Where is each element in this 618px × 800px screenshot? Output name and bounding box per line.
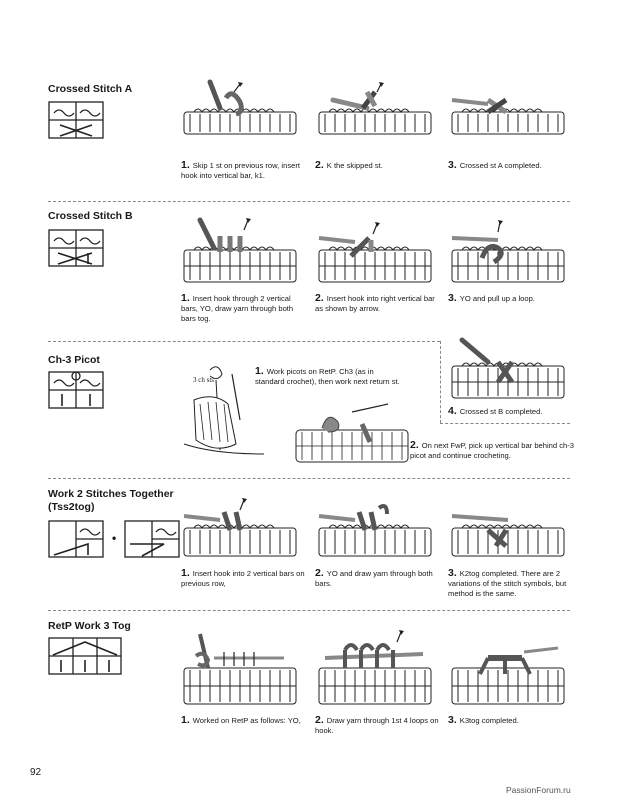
panel-divider-bottom bbox=[440, 423, 570, 424]
picot-step2-illustration bbox=[292, 402, 412, 466]
tss2tog-step2-caption: 2. YO and draw yarn through both bars. bbox=[315, 567, 433, 588]
retp-work-3-tog-symbol bbox=[48, 637, 122, 675]
retp-3tog-step1-illustration bbox=[180, 628, 300, 708]
crossed-b-step3-caption: 3. YO and pull up a loop. bbox=[448, 292, 535, 304]
section-title-crossed-stitch-a: Crossed Stitch A bbox=[48, 83, 133, 95]
crossed-b-step4-caption: 4. Crossed st B completed. bbox=[448, 405, 543, 417]
page-number: 92 bbox=[30, 767, 42, 778]
section-divider bbox=[48, 341, 440, 342]
retp-3tog-step2-illustration bbox=[315, 628, 435, 708]
crossed-a-step3-illustration bbox=[448, 78, 568, 140]
crossed-b-step2-illustration bbox=[315, 216, 435, 286]
picot-step1-caption: 1. Work picots on RetP. Ch3 (as in standard crochet), then work next return st. bbox=[255, 365, 400, 386]
section-title-crossed-stitch-b: Crossed Stitch B bbox=[48, 210, 133, 222]
crossed-stitch-b-symbol bbox=[48, 229, 104, 267]
crossed-a-step2-caption: 2. K the skipped st. bbox=[315, 159, 383, 171]
section-title-tss2tog: Work 2 Stitches Together (Tss2tog) bbox=[48, 488, 174, 513]
crossed-b-step1-caption: 1. Insert hook through 2 vertical bars, YO, draw yarn through both bars tog. bbox=[181, 292, 294, 323]
retp-3tog-step1-caption: 1. Worked on RetP as follows: YO, bbox=[181, 714, 301, 726]
tss2tog-step3-caption: 3. K2tog completed. There are 2 variations of the stitch symbols, but method is the same. bbox=[448, 567, 567, 598]
crossed-stitch-a-symbol bbox=[48, 101, 104, 139]
crossed-a-step1-caption: 1. Skip 1 st on previous row, insert hook into vertical bar, k1. bbox=[181, 159, 300, 180]
crossed-a-step1-illustration bbox=[180, 78, 300, 140]
section-divider bbox=[48, 201, 570, 202]
tss2tog-step3-illustration bbox=[448, 496, 568, 562]
tss2tog-symbol-variation-2 bbox=[124, 520, 180, 558]
crossed-a-step3-caption: 3. Crossed st A completed. bbox=[448, 159, 542, 171]
retp-3tog-step2-caption: 2. Draw yarn through 1st 4 loops on hook. bbox=[315, 714, 439, 735]
crossed-b-step3-illustration bbox=[448, 216, 568, 286]
tss2tog-symbol-variation-1 bbox=[48, 520, 104, 558]
retp-3tog-step3-illustration bbox=[448, 628, 568, 708]
section-title-ch3-picot: Ch-3 Picot bbox=[48, 354, 100, 366]
tss2tog-step2-illustration bbox=[315, 496, 435, 562]
section-title-retp-work-3-tog: RetP Work 3 Tog bbox=[48, 620, 131, 632]
watermark: PassionForum.ru bbox=[506, 785, 571, 795]
picot-step2-caption: 2. On next FwP, pick up vertical bar behind ch-3 picot and continue crocheting. bbox=[410, 439, 574, 460]
crossed-b-step4-illustration bbox=[448, 332, 568, 402]
panel-divider-vertical bbox=[440, 341, 441, 423]
picot-chain-label: 3 ch sts bbox=[193, 376, 214, 384]
symbol-separator-dot: • bbox=[112, 531, 117, 545]
tss2tog-step1-illustration bbox=[180, 496, 300, 562]
section-divider bbox=[48, 478, 570, 479]
ch3-picot-symbol bbox=[48, 371, 104, 409]
crossed-a-step2-illustration bbox=[315, 78, 435, 140]
crossed-b-step1-illustration bbox=[180, 216, 300, 286]
tss2tog-step1-caption: 1. Insert hook into 2 vertical bars on previous row, bbox=[181, 567, 305, 588]
retp-3tog-step3-caption: 3. K3tog completed. bbox=[448, 714, 519, 726]
section-divider bbox=[48, 610, 570, 611]
crossed-b-step2-caption: 2. Insert hook into right vertical bar as shown by arrow. bbox=[315, 292, 435, 313]
